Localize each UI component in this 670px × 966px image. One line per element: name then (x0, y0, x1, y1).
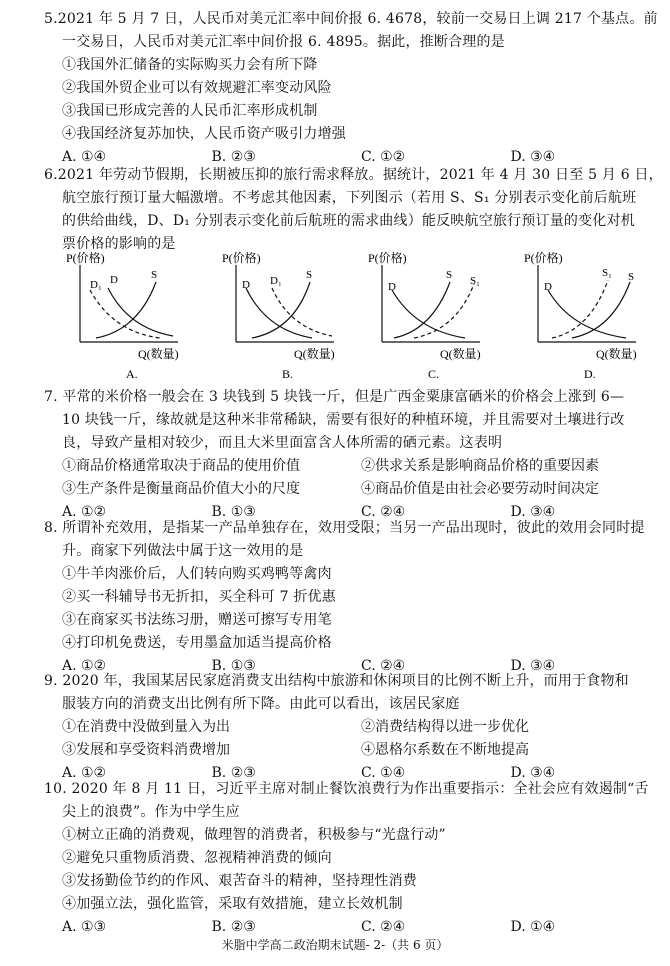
q9-item-1: ①在消费中没做到量入为出 (62, 719, 230, 735)
q10-item-1: ①树立正确的消费观，做理智的消费者，积极参与“光盘行动” (62, 827, 446, 843)
graph-d-ylabel: P(价格) (524, 251, 563, 265)
q9-stem-line-2: 服装方向的消费支出比例有所下降。由此可以看出，该居民家庭 (62, 696, 460, 712)
graph-c-xlabel: Q(数量) (440, 347, 481, 361)
q9-item-4: ④恩格尔系数在不断地提高 (361, 742, 529, 758)
q6-stem-line-2: 航空旅行预订量大幅激增。不考虑其他因素，下列图示（若用 S、S₁ 分别表示变化前后航班 (62, 190, 637, 206)
q8-option-d: D. ③④ (510, 658, 556, 674)
graph-b-letter: B. (282, 367, 294, 381)
question-6 (44, 164, 663, 256)
q10-option-c: C. ②④ (361, 919, 406, 935)
graph-c-label-d: D (388, 281, 396, 293)
graph-b-label-d1: D₁ (270, 275, 282, 287)
q7-stem-line-2: 10 块钱一斤，缘故就是这种米非常稀缺，需要有很好的种植环境，并且需要对土壤进行改 (62, 412, 625, 428)
q5-item-3: ③我国已形成完善的人民币汇率形成机制 (62, 103, 318, 119)
graph-c-letter: C. (428, 367, 440, 381)
graph-d-label-s: S (628, 271, 635, 283)
q9-item-3: ③发展和享受资料消费增加 (62, 742, 230, 758)
q5-option-a: A. ①④ (62, 149, 107, 165)
question-10 (44, 778, 660, 939)
q7-item-3: ③生产条件是衡量商品价值大小的尺度 (62, 481, 300, 497)
question-7 (44, 386, 660, 524)
question-9 (44, 670, 660, 785)
q10-stem-line-1: 10. 2020 年 8 月 11 日，习近平主席对制止餐饮浪费行为作出重要指示：全社会应有效遏制“舌 (44, 781, 649, 797)
q10-stem-line-2: 尖上的浪费”。作为中学生应 (62, 804, 240, 820)
q5-option-c: C. ①② (361, 149, 406, 165)
graph-a-label-d1: D₁ (90, 279, 102, 291)
q7-option-a: A. ①② (62, 504, 107, 520)
graph-d-svg (526, 250, 656, 385)
q6-stem-line-3: 的供给曲线，D、D₁ 分别表示变化前后航班的需求曲线）能反映航空旅行预订量的变化对机 (62, 213, 635, 229)
graph-b-svg (224, 250, 354, 385)
q8-item-1: ①牛羊肉涨价后，人们转向购买鸡鸭等禽肉 (62, 566, 332, 582)
q9-items-row-1 (44, 716, 660, 739)
q8-item-4: ④打印机免费送，专用墨盒加适当提高价格 (62, 635, 332, 651)
graph-a-ylabel: P(价格) (66, 251, 105, 265)
q9-items-row-2 (44, 739, 660, 762)
graph-b-label-s: S (306, 269, 313, 281)
graph-c (370, 250, 490, 385)
q7-stem-line-3: 良，导致产量相对较少，而且大米里面富含人体所需的硒元素。这表明 (62, 435, 503, 451)
q7-item-1: ①商品价格通常取决于商品的使用价值 (62, 458, 300, 474)
q7-item-4: ④商品价值是由社会必要劳动时间决定 (361, 481, 599, 497)
page-footer: 米脂中学高二政治期末试题- 2-（共 6 页） (221, 938, 449, 952)
graph-d-letter: D. (584, 367, 596, 381)
q10-option-d: D. ①④ (510, 919, 556, 935)
graph-a (68, 250, 188, 385)
q5-stem-line-1: 5.2021 年 5 月 7 日，人民币对美元汇率中间价报 6. 4678，较前一交易日上调 217 个基点。前 (44, 11, 658, 27)
q9-stem-line-1: 9. 2020 年，我国某居民家庭消费支出结构中旅游和休闲项目的比例不断上升，而用于食物和 (44, 673, 629, 689)
graph-d-label-d: D (544, 281, 552, 293)
q10-item-3: ③发扬勤俭节约的作风、艰苦奋斗的精神，坚持理性消费 (62, 873, 417, 889)
q5-item-4: ④我国经济复苏加快，人民币资产吸引力增强 (62, 126, 346, 142)
q9-option-d: D. ③④ (510, 765, 556, 781)
q5-item-1: ①我国外汇储备的实际购买力会有所下降 (62, 57, 318, 73)
q7-item-2: ②供求关系是影响商品价格的重要因素 (361, 458, 599, 474)
graph-d (526, 250, 646, 385)
graph-a-label-s: S (151, 269, 158, 281)
q8-stem-line-1: 8. 所谓补充效用，是指某一产品单独存在，效用受限；当另一产品出现时，彼此的效用会同时提 (44, 520, 645, 536)
q5-stem-line-2: 一交易日，人民币对美元汇率中间价报 6. 4895。据此，推断合理的是 (62, 34, 505, 50)
q8-option-b: B. ①③ (211, 658, 256, 674)
graph-b (224, 250, 344, 385)
graph-a-label-d: D (110, 274, 118, 286)
q7-items-row-1 (44, 455, 660, 478)
q5-option-d: D. ③④ (510, 149, 556, 165)
graph-b-label-d: D (242, 279, 250, 291)
q10-option-a: A. ①③ (62, 919, 107, 935)
q10-item-4: ④加强立法，强化监管，采取有效措施，建立长效机制 (62, 896, 403, 912)
q7-stem-line-1: 7. 平常的米价格一般会在 3 块钱到 5 块钱一斤，但是广西金粟康富硒米的价格会上涨到 6— (44, 389, 625, 405)
graph-a-letter: A. (126, 367, 138, 381)
q6-stem-line-4: 票价格的影响的是 (62, 236, 176, 252)
graph-b-ylabel: P(价格) (222, 251, 261, 265)
question-5 (44, 8, 660, 169)
graph-a-xlabel: Q(数量) (138, 347, 179, 361)
graph-d-xlabel: Q(数量) (596, 347, 637, 361)
graph-a-svg (68, 250, 198, 385)
q9-option-c: C. ①④ (361, 765, 406, 781)
q8-option-a: A. ①② (62, 658, 107, 674)
graph-d-label-s1: S₁ (602, 267, 612, 279)
q7-option-d: D. ③④ (510, 504, 556, 520)
q5-option-b: B. ②③ (211, 149, 256, 165)
q9-option-b: B. ②③ (211, 765, 256, 781)
q7-items-row-2 (44, 478, 660, 501)
q9-option-a: A. ①② (62, 765, 107, 781)
graph-c-label-s: S (446, 269, 453, 281)
graph-c-svg (370, 250, 500, 385)
graph-c-label-s1: S₁ (470, 275, 480, 287)
q5-item-2: ②我国外贸企业可以有效规避汇率变动风险 (62, 80, 332, 96)
q8-item-3: ③在商家买书法练习册，赠送可擦写专用笔 (62, 612, 332, 628)
q10-item-2: ②避免只重物质消费、忽视精神消费的倾向 (62, 850, 332, 866)
graph-b-xlabel: Q(数量) (294, 347, 335, 361)
q7-option-b: B. ①③ (211, 504, 256, 520)
q6-stem-line-1: 6.2021 年劳动节假期，长期被压抑的旅行需求释放。据统计，2021 年 4 月 30 日至 5 月 6 日， (44, 167, 663, 183)
q9-item-2: ②消费结构得以进一步优化 (361, 719, 529, 735)
q8-item-2: ②买一科辅导书无折扣，买全科可 7 折优惠 (62, 589, 337, 605)
q10-option-b: B. ②③ (211, 919, 256, 935)
q8-stem-line-2: 升。商家下列做法中属于这一效用的是 (62, 543, 304, 559)
question-8 (44, 517, 660, 678)
q6-graphs (58, 250, 658, 385)
q8-option-c: C. ②④ (361, 658, 406, 674)
graph-c-ylabel: P(价格) (368, 251, 407, 265)
q7-option-c: C. ②④ (361, 504, 406, 520)
